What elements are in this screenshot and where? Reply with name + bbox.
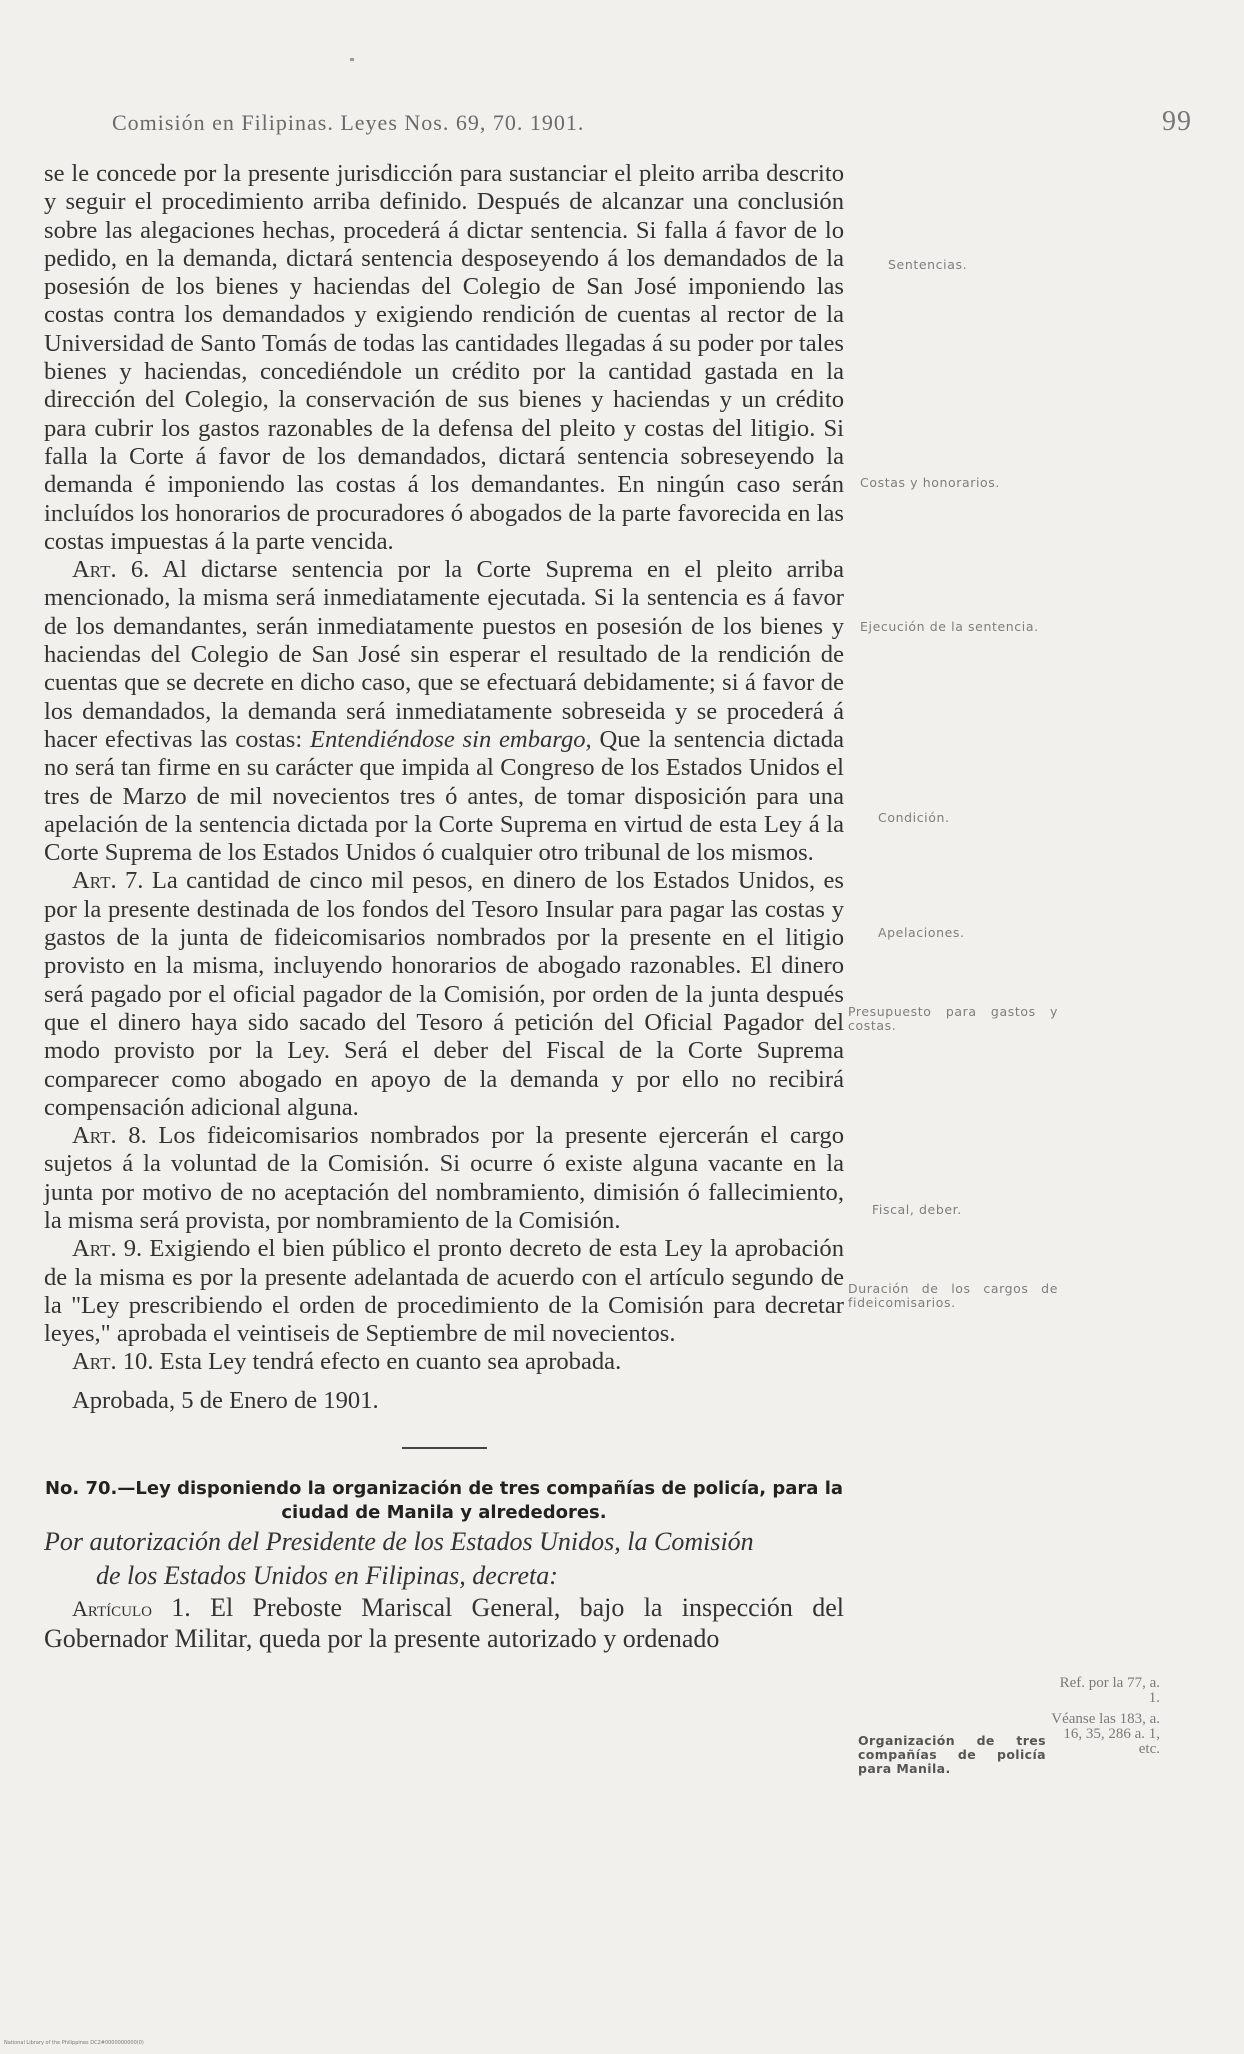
scan-credit: National Library of the Philippines DC2#0000000000(0) bbox=[4, 2040, 144, 2046]
approval-date: Aprobada, 5 de Enero de 1901. bbox=[72, 1386, 379, 1414]
running-title: Comisión en Filipinas. Leyes Nos. 69, 70. 1901. bbox=[112, 110, 585, 135]
margin-note-apelaciones: Apelaciones. bbox=[878, 925, 965, 940]
article-8 bbox=[44, 1122, 844, 1235]
law-70-article-1-text: 1. El Preboste Mariscal General, bajo la inspección del Gobernador Militar, queda por la presente autorizado y ordenado bbox=[44, 1593, 844, 1654]
article-6-text-b: Que la sentencia dictada no será tan firme en su carácter que impida al Congreso de los Estados Unidos el tres de Marzo de mil novecientos tres ó antes, de tomar disposición para una apelación de la sentencia dictada por la Corte Suprema en virtud de esta Ley á la Corte Suprema de los Estados Unidos ó cualquier otro tribunal de los mismos. bbox=[44, 725, 845, 867]
margin-note-ejecucion: Ejecución de la sentencia. bbox=[860, 619, 1039, 634]
law-70-title bbox=[44, 1477, 844, 1525]
running-header bbox=[112, 106, 1192, 138]
article-10-label: Art. 10. bbox=[72, 1348, 154, 1376]
margin-note-costas: Costas y honorarios. bbox=[860, 475, 1000, 490]
margin-note-sentencias: Sentencias. bbox=[888, 257, 968, 272]
article-7 bbox=[44, 867, 844, 1122]
margin-note-presupuesto: Presupuesto para gastos y costas. bbox=[848, 1004, 1058, 1033]
margin-note-fiscal: Fiscal, deber. bbox=[872, 1202, 962, 1217]
paragraph-continuation: se le concede por la presente jurisdicción para sustanciar el pleito arriba descrito y seguir el procedimiento arriba definido. Después de alcanzar una conclusión sobre las alegaciones hechas, procederá á dictar sentencia. Si falla á favor de lo pedido, en la demanda, dictará sentencia desposeyendo á los demandados de la posesión de los bienes y haciendas del Colegio de San José imponiendo las costas contra los demandados y exigiendo rendición de cuentas al rector de la Universidad de Santo Tomás de todas las cantidades llegadas á su poder por tales bienes y haciendas, concediéndole un crédito por la cantidad gastada en la dirección del Colegio, la conservación de sus bienes y haciendas y un crédito para cubrir los gastos razonables de la defensa del pleito y costas del litigio. Si falla la Corte á favor de los demandados, dictará sentencia sobreseyendo la demanda é imponiendo las costas á los demandantes. En ningún caso serán incluídos los honorarios de procuradores ó abogados de la parte favorecida en las costas impuestas á la parte vencida. bbox=[44, 160, 844, 555]
law-70-article-1-label: Artículo bbox=[72, 1596, 152, 1622]
ink-speck bbox=[350, 58, 354, 61]
reference-note-ref: Ref. por la 77, a. 1. bbox=[1059, 1675, 1160, 1706]
enacting-clause bbox=[44, 1525, 844, 1593]
article-6-text-a: Al dictarse sentencia por la Corte Suprema en el pleito arriba mencionado, la misma será inmediatamente ejecutada. Si la sentencia es á favor de los demandantes, serán inmediatamente puestos en posesión de los bienes y haciendas del Colegio de San José sin esperar el resultado de la rendición de cuentas que se decrete en dicho caso, que se efectuará debidamente; si á favor de los demandados, la demanda será inmediatamente sobreseida y se procederá á hacer efectivas las costas: bbox=[44, 556, 844, 753]
margin-note-organizacion: Organización de tres compañías de policía para Manila. bbox=[858, 1733, 1046, 1776]
article-6-proviso: Entendiéndose sin embargo, bbox=[309, 725, 592, 753]
article-10 bbox=[44, 1348, 844, 1376]
article-9 bbox=[44, 1235, 844, 1348]
page-number: 99 bbox=[1162, 106, 1192, 137]
article-7-label: Art. 7. bbox=[72, 867, 144, 895]
article-9-text: Exigiendo el bien público el pronto decreto de esta Ley la aprobación de la misma es por la presente adelantada de acuerdo con el artículo segundo de la "Ley prescribiendo el orden de procedimiento de la Comisión para decretar leyes," aprobada el veintiseis de Septiembre de mil novecientos. bbox=[44, 1235, 844, 1348]
enacting-clause-line-2: de los Estados Unidos en Filipinas, decreta: bbox=[96, 1561, 558, 1591]
article-8-label: Art. 8. bbox=[72, 1122, 147, 1150]
reference-note-veanse: Véanse las 183, a. 16, 35, 286 a. 1, etc. bbox=[1051, 1711, 1160, 1757]
law-70-title-text: —Ley disponiendo la organización de tres compañías de policía, para la ciudad de Manila y alrededores. bbox=[117, 1478, 844, 1524]
enacting-clause-line-1: Por autorización del Presidente de los Estados Unidos, la Comisión bbox=[44, 1527, 754, 1557]
section-divider bbox=[402, 1447, 487, 1449]
margin-note-duracion: Duración de los cargos de fideicomisarios. bbox=[848, 1281, 1058, 1310]
article-6 bbox=[44, 556, 844, 867]
main-text-column bbox=[44, 160, 844, 1654]
article-7-text: La cantidad de cinco mil pesos, en dinero de los Estados Unidos, es por la presente destinada de los fondos del Tesoro Insular para pagar las costas y gastos de la junta de fideicomisarios nombrados por la presente en el litigio provisto en la misma, incluyendo honorarios de abogado razonables. El dinero será pagado por el oficial pagador de la Comisión, por orden de la junta después que el dinero haya sido sacado del Tesoro á petición del Oficial Pagador del modo provisto por la Ley. Será el deber del Fiscal de la Corte Suprema comparecer como abogado en apoyo de la demanda y por ello no recibirá compensación adicional alguna. bbox=[44, 867, 844, 1121]
article-9-label: Art. 9. bbox=[72, 1235, 143, 1263]
law-70-number: No. 70. bbox=[44, 1478, 118, 1500]
article-6-label: Art. 6. bbox=[72, 556, 150, 584]
law-70-article-1 bbox=[44, 1593, 844, 1654]
article-8-text: Los fideicomisarios nombrados por la presente ejercerán el cargo sujetos á la voluntad de la Comisión. Si ocurre ó existe alguna vacante en la junta por motivo de no aceptación del nombramiento, dimisión ó fallecimiento, la misma será provista, por nombramiento de la Comisión. bbox=[44, 1122, 844, 1234]
margin-note-condicion: Condición. bbox=[878, 810, 950, 825]
article-10-text: Esta Ley tendrá efecto en cuanto sea aprobada. bbox=[159, 1348, 622, 1376]
